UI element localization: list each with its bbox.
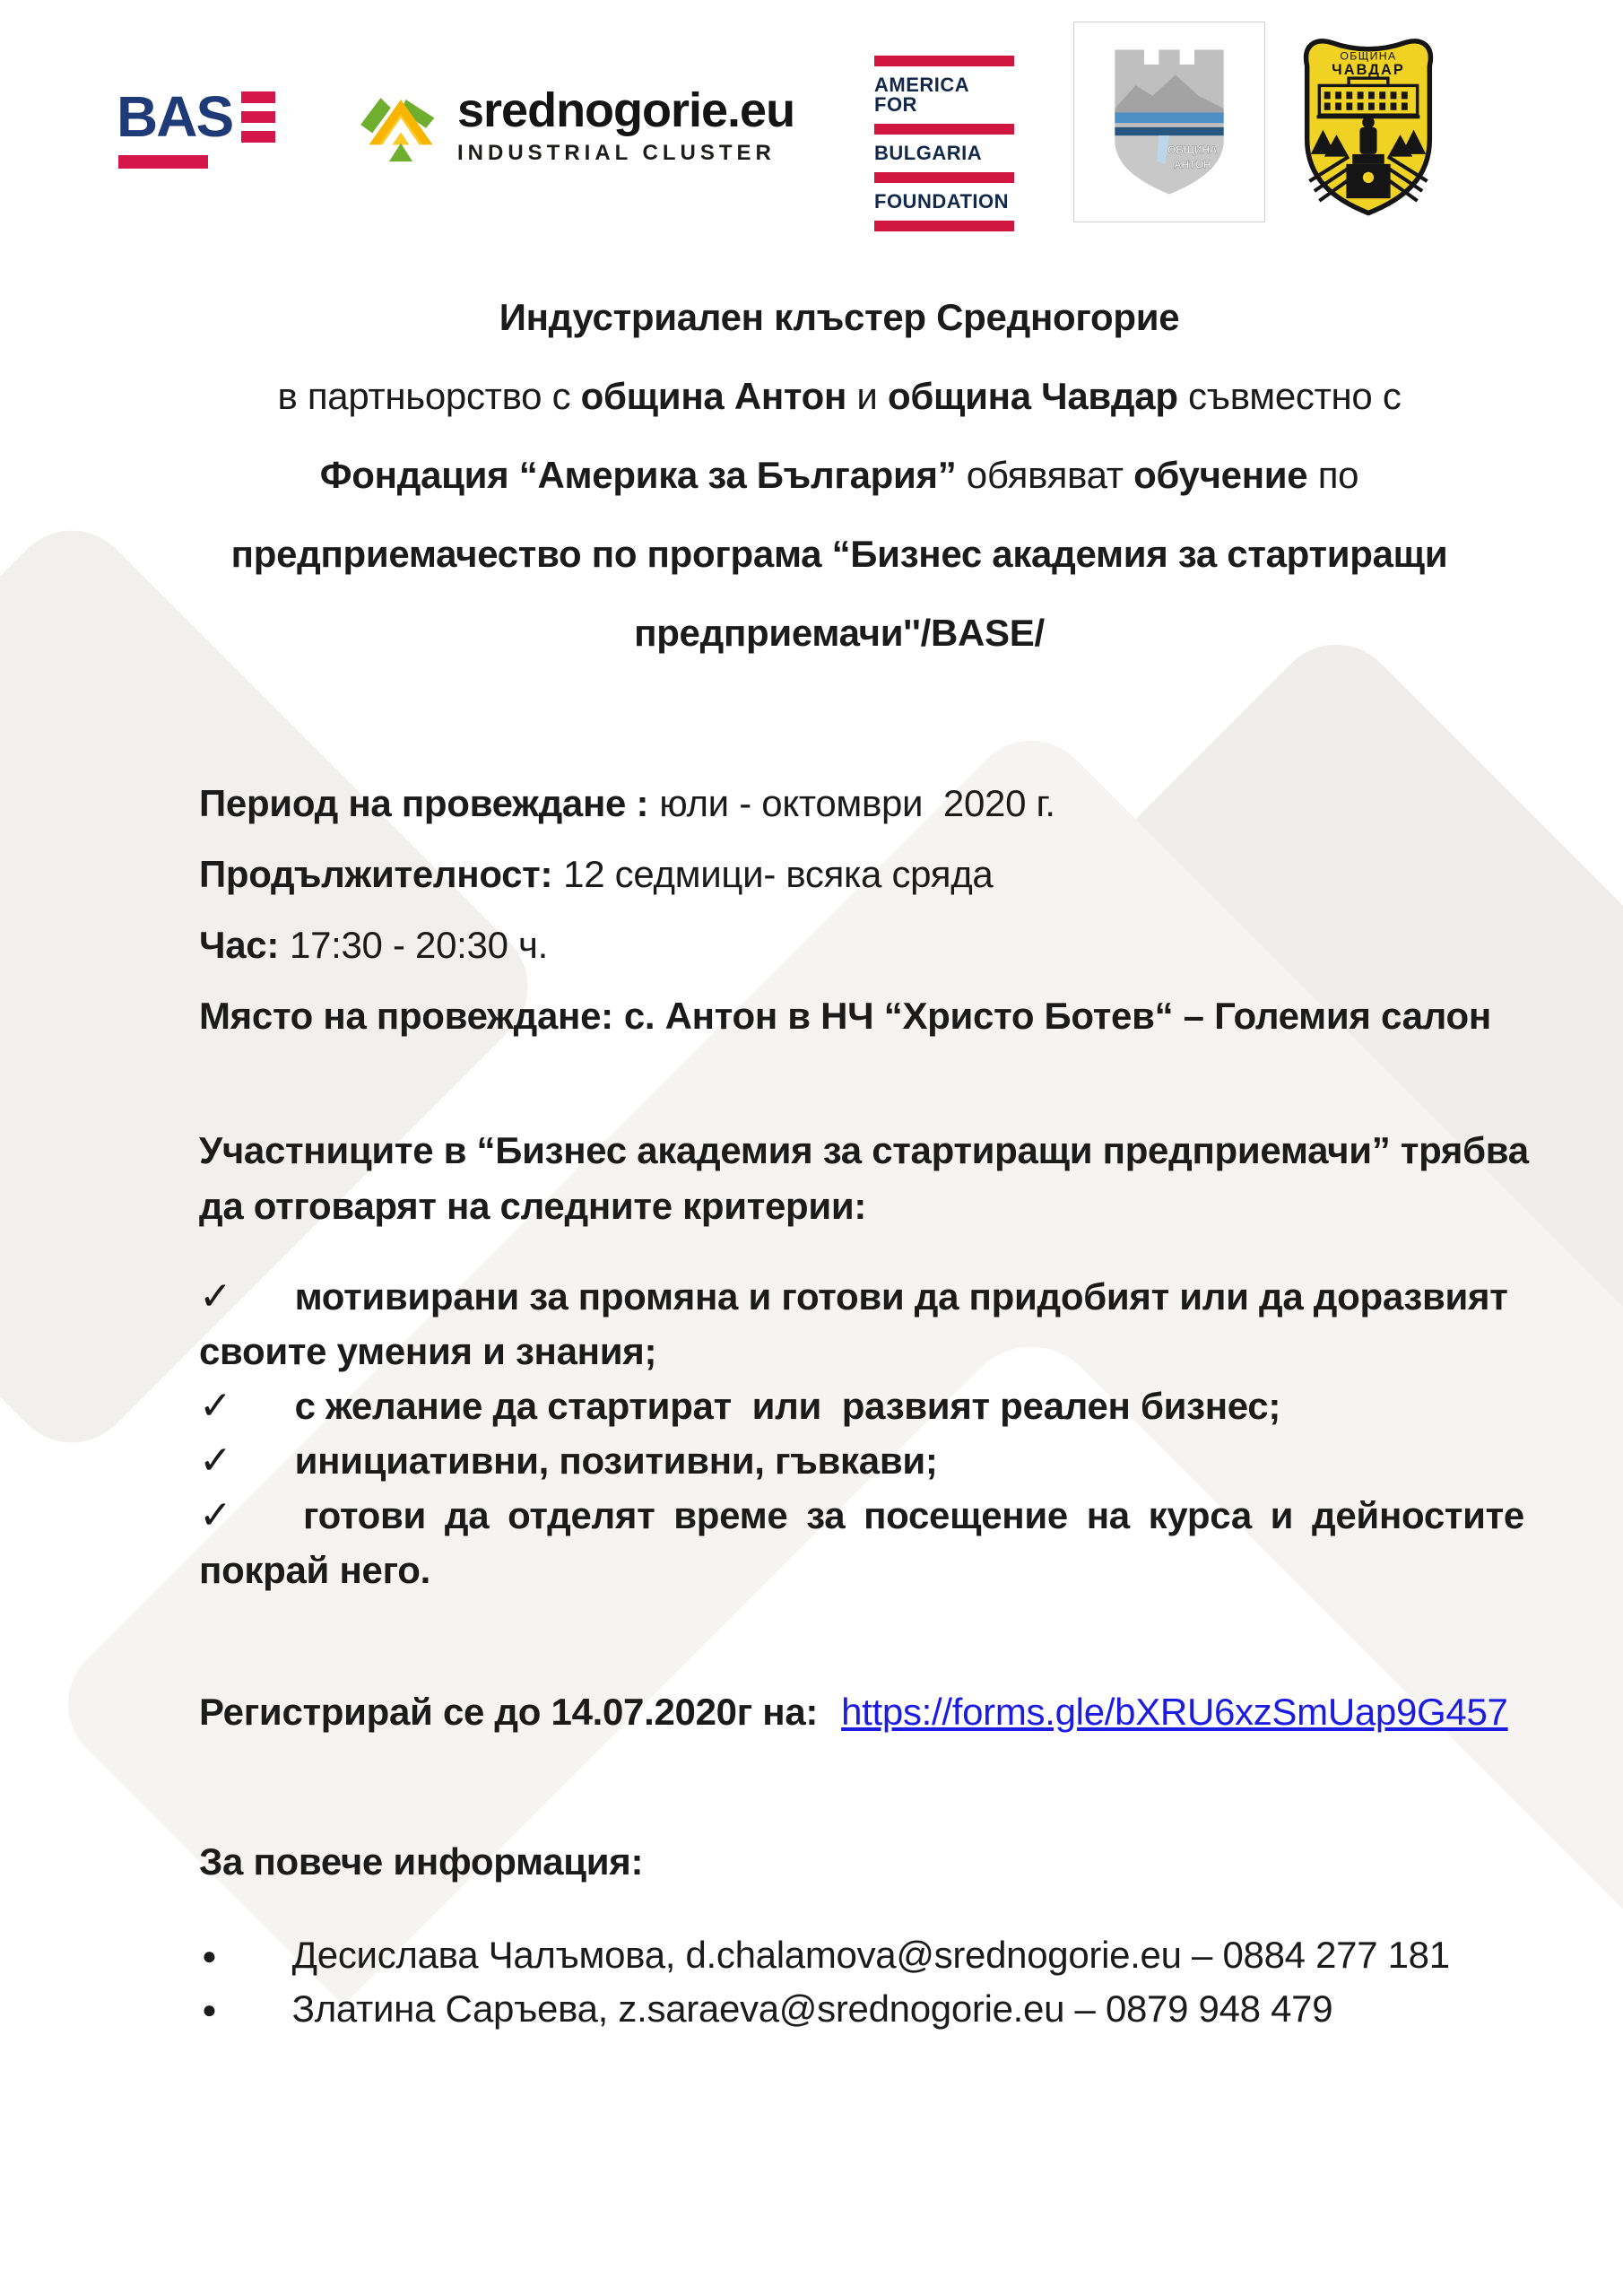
detail-value: 17:30 - 20:30 ч. [290,924,548,966]
criteria-intro: Участниците в “Бизнес академия за стартиращи предприемачи” трябва да отговарят на следните критерии: [199,1129,1529,1227]
title-text: обявяват [956,454,1134,496]
title-text: община Чавдар [887,375,1178,417]
anton-emblem-text-line1: ОБЩИНА [1167,144,1218,156]
title-text: обучение [1133,454,1308,496]
detail-label: Период на провеждане : [199,782,649,824]
chavdar-emblem-text-line2: ЧАВДАР [1332,62,1405,79]
title-text: община Антон [580,375,847,417]
event-details [199,768,1562,1051]
detail-time [199,909,1562,980]
detail-label: Място на провеждане: [199,995,613,1037]
registration-link[interactable]: https://forms.gle/bXRU6xzSmUap9G457 [841,1691,1508,1733]
title-text: и [846,375,888,417]
checkmark-icon: ✓ [199,1274,232,1318]
checkmark-icon: ✓ [199,1439,232,1483]
detail-value: 12 седмици- всяка сряда [563,853,994,895]
criteria-item [199,1433,1524,1488]
detail-value: с. Антон в НЧ “Христо Ботев“ – Големия салон [623,995,1491,1037]
afb-logo-line1: AMERICA FOR [874,74,969,116]
detail-value: юли - октомври 2020 г. [659,782,1055,824]
registration-label: Регистрирай се до 14.07.2020г на: [199,1691,819,1733]
criteria-item [199,1488,1535,1597]
criteria-item [199,1269,1524,1378]
checkmark-icon: ✓ [199,1493,241,1537]
anton-municipality-emblem [1073,22,1265,222]
checkmark-icon: ✓ [199,1384,232,1428]
detail-label: Час: [199,924,280,966]
title-line-1 [199,278,1480,357]
title-text: в партньорство с [277,375,581,417]
detail-location [199,980,1562,1051]
criteria-list [199,1269,1535,1597]
title-text: по [1307,454,1359,496]
criteria-item-text: инициативни, позитивни, гъвкави; [294,1439,938,1482]
title-line-3 [199,436,1480,515]
registration-line [199,1674,1623,1750]
srednogorie-logo [359,83,795,166]
detail-period [199,768,1562,839]
criteria-item-text: с желание да стартират или развият реален бизнес; [294,1385,1281,1427]
title-line-2 [199,357,1480,436]
title-line-4 [199,515,1480,594]
title-line-5 [199,594,1480,673]
afb-logo-line2: BULGARIA [874,142,983,164]
more-info-heading: За повече информация: [199,1840,644,1883]
chavdar-shield-icon [1295,34,1442,218]
chavdar-municipality-emblem [1295,34,1442,222]
contact-text: Златина Саръева, z.saraeva@srednogorie.eu – 0879 948 479 [291,1987,1333,2030]
base-logo [117,84,275,169]
afb-stripe [874,172,1014,183]
afb-stripe [874,221,1014,231]
title-text: предприемачество по програма “Бизнес академия за стартиращи [230,533,1448,575]
criteria-item [199,1378,1524,1433]
criteria-item-text: готови да отделят време за посещение на курса и дейностите покрай него. [199,1494,1535,1591]
title-text: предприемачи''/BASE/ [634,612,1045,654]
anton-emblem-text-line2: АНТОН [1173,158,1211,171]
detail-duration [199,839,1562,909]
criteria-item-text: мотивирани за промяна и готови да придобият или да доразвият своите умения и знания; [199,1275,1518,1372]
title-block [199,278,1480,673]
base-logo-underline [118,155,208,169]
bullet-icon: ● [202,1942,217,1970]
srednogorie-logo-subtitle: INDUSTRIAL CLUSTER [457,141,776,165]
title-text: Индустриален клъстер Средногорие [499,296,1180,338]
base-logo-e-bars-icon [241,88,275,143]
bullet-icon: ● [202,1996,217,2023]
logo-header [0,0,1623,233]
base-logo-text: BAS [117,84,233,149]
afb-logo-line3: FOUNDATION [874,190,1010,213]
chavdar-emblem-text-line1: ОБЩИНА [1340,49,1397,63]
afb-stripe [874,124,1014,135]
srednogorie-logo-name: srednogorie.eu [457,83,795,137]
title-text: Фондация “Америка за България” [319,454,957,496]
anton-shield-icon [1107,42,1232,202]
title-text: съвместно с [1177,375,1402,417]
contact-text: Десислава Чалъмова, d.chalamova@srednogorie.eu – 0884 277 181 [291,1934,1450,1976]
detail-label: Продължителност: [199,853,553,895]
america-for-bulgaria-logo [874,56,1014,231]
afb-stripe [874,56,1014,66]
contact-list [202,1928,1601,2036]
contact-row [202,1982,1601,2036]
contact-row [202,1928,1601,1982]
mountain-icon [359,86,443,163]
